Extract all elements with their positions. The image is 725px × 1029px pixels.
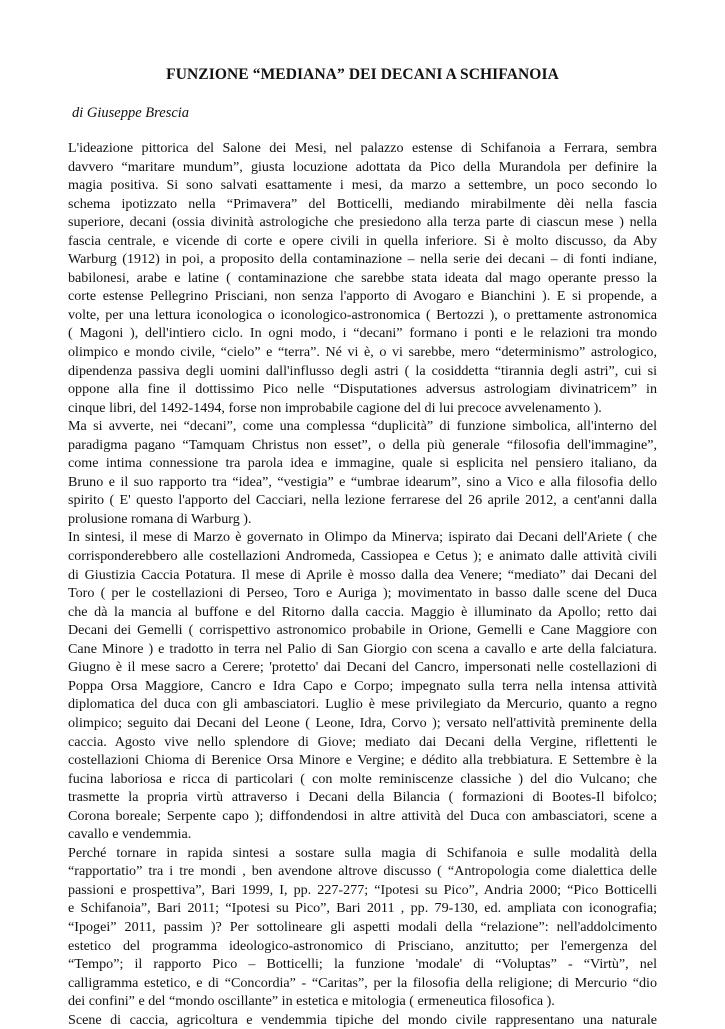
text-line: corrisponderebbero alle costellazioni Andromeda, Cassiopea e Cetus ); e animato dalle attività civili	[68, 548, 657, 565]
text-line: schema ipotizzato nella “Primavera” del Botticelli, mediando mirabilmente dèi nella fascia	[68, 195, 657, 212]
text-line: corte estense Pellegrino Prisciani, non senza l'apporto di Avogaro e Bianchini ). E si propende, a	[68, 288, 657, 305]
text-line: Scene di caccia, agricoltura e vendemmia tipiche del mondo civile rappresentano una naturale	[68, 1011, 657, 1028]
text-line: passioni e prospettiva”, Bari 1999, I, pp. 227-277; “Ipotesi su Pico”, Andria 2000; “Pico Botticelli	[68, 881, 657, 898]
text-line: trasmette la propria virtù attraverso i Decani della Bilancia ( formazioni di Bootes-Il bifolco;	[68, 789, 657, 806]
text-line: ( Magoni ), dell'intiero ciclo. In ogni modo, i “decani” formano i ponti e le relazioni tra mondo	[68, 325, 657, 342]
text-line: Ma si avverte, nei “decani”, come una complessa “duplicità” di funzione simbolica, all'interno del	[68, 418, 657, 435]
text-line: costellazioni Chioma di Berenice Orsa Minore e Vergine; e dédito alla trebbiatura. E Settembre è la	[68, 752, 657, 769]
document-title: FUNZIONE “MEDIANA” DEI DECANI A SCHIFANOIA	[166, 66, 559, 83]
paragraph	[68, 844, 657, 1011]
text-line: Giugno è il mese sacro a Cerere; 'protetto' dai Decani del Cancro, impersonati nelle costellazioni di	[68, 659, 657, 676]
document-body	[68, 139, 657, 1029]
text-line: Bruno e il suo rapporto tra “idea”, “vestigia” e “umbrae idearum”, sino a Vico e alla filosofia dello	[68, 473, 657, 490]
text-line: che dà la mancia al buffone e del Ritorno dalla caccia. Maggio è illuminato da Apollo; retto dai	[68, 603, 657, 620]
text-line: davvero “maritare mundum”, giusta locuzione adottata da Pico della Murandola per definire la	[68, 158, 657, 175]
text-line: dei confini” e del “mondo oscillante” in estetica e mitologia ( ermeneutica filosofica ).	[68, 993, 555, 1010]
text-line: babilonesi, arabe e latine ( contaminazione che sarebbe stata ideata dal mago operante presso la	[68, 269, 657, 286]
text-line: fascia centrale, e vicende di corte e opere civili in quella inferiore. Si è molto discusso, da Aby	[68, 232, 657, 249]
text-line: Poppa Orsa Maggiore, Cancro e Idra Capo e Corpo; impegnato sulla terra nella intensa attività	[68, 677, 657, 694]
text-line: In sintesi, il mese di Marzo è governato in Olimpo da Minerva; ispirato dai Decani dell'Ariete ( che	[68, 529, 657, 546]
text-line: Toro ( per le costellazioni di Perseo, Toro e Auriga ); movimentato in basso dalle scene del Duca	[68, 585, 657, 602]
text-line: magia positiva. Si sono salvati esattamente i mesi, da marzo a settembre, un poco secondo lo	[68, 177, 657, 194]
paragraph	[68, 417, 657, 528]
text-line: caccia. Agosto vive nello splendore di Giove; mediato dai Decani della Vergine, riflettenti le	[68, 733, 657, 750]
text-line: cinque libri, del 1492-1494, forse non improbabile cagione del di lui precoce avvelenamento ).	[68, 399, 602, 416]
text-line: fucina laboriosa e ricca di particolari ( con molte reminiscenze classiche ) del dio Vulcano; che	[68, 770, 657, 787]
text-line: diplomatica del duca con gli ambasciatori. Luglio è mese privilegiato da Mercurio, quanto a regno	[68, 696, 657, 713]
text-line: olimpico; seguito dai Decani del Leone ( Leone, Idra, Corvo ); versato nell'attività preminente della	[68, 714, 657, 731]
paragraph	[68, 139, 657, 417]
text-line: volte, per una lettura iconologica o iconologico-astronomica ( Bertozzi ), o prettamente astronomica	[68, 306, 657, 323]
text-line: Warburg (1912) in poi, a proposito della contaminazione – nella serie dei decani – di fonti indiane,	[68, 251, 657, 268]
document-author: di Giuseppe Brescia	[72, 105, 190, 121]
paragraph	[68, 1011, 657, 1029]
text-line: “Tempo”; il rapporto Pico – Botticelli; la funzione 'modale' di “Voluptas” - “Virtù”, nel	[68, 956, 657, 973]
text-line: Cane Minore ) e tradotto in terra nel Palio di San Giorgio con scena a cavallo e arte della falciatura.	[68, 640, 657, 657]
text-line: dipendenza passiva degli uomini dall'influsso degli astri ( la cosiddetta “tirannia degli astri”, cui si	[68, 362, 657, 379]
text-line: superiore, decani (ossia divinità astrologiche che presiedono alla terza parte di ciascun mese ) nella	[68, 214, 657, 231]
text-line: e Schifanoia”, Bari 2011; “Ipotesi su Pico”, Bari 2011 , pp. 79-130, ed. ampliata con iconografia;	[68, 900, 657, 917]
text-line: spirito ( E' questo l'apporto del Cacciari, nella lezione ferrarese del 26 aprile 2012, a cent'anni dalla	[68, 492, 657, 509]
text-line: cavallo e vendemmia.	[68, 826, 192, 843]
text-line: olimpico e mondo civile, “cielo” e “terra”. Né vi è, o vi sarebbe, mero “determinismo” astrologico,	[68, 344, 657, 361]
text-line: L'ideazione pittorica del Salone dei Mesi, nel palazzo estense di Schifanoia a Ferrara, sembra	[68, 140, 657, 156]
text-line: come intima connessione tra parola idea e immagine, quale si esplicita nel pensiero italiano, da	[68, 455, 657, 472]
text-line: di Giustizia Caccia Potatura. Il mese di Aprile è mosso dalla dea Venere; “mediato” dai Decani del	[68, 566, 657, 583]
text-line: estetico del programma ideologico-astronomico di Prisciano, anzitutto; per l'emergenza del	[68, 937, 657, 954]
text-line: paradigma pagano “Tamquam Christus non esset”, o della più generale “filosofia dell'immagine”,	[68, 436, 657, 453]
text-line: prolusione romana di Warburg ).	[68, 510, 252, 527]
text-line: calligramma estetico, e di “Concordia” - “Caritas”, per la filosofia della religione; di Mercurio “dio	[68, 974, 657, 991]
text-line: Corona boreale; Serpente capo ); diffondendosi in altre attività del Duca con ambasciatori, scene a	[68, 807, 657, 824]
text-line: “rapportatio” tra i tre mondi , ben avendone altrove discusso ( “Antropologia come dialettica delle	[68, 863, 657, 880]
text-line: “Ipogei” 2011, passim )? Per sottolineare gli aspetti modali della “relazione”: nell'addolcimento	[68, 918, 657, 935]
text-line: oppone alla fine il dottissimo Pico nelle “Disputationes adversus astrologiam divinatricem” in	[68, 381, 657, 398]
text-line: Decani dei Gemelli ( corrispettivo astronomico probabile in Orione, Gemelli e Cane Maggiore con	[68, 622, 657, 639]
paragraph	[68, 528, 657, 843]
text-line: Perché tornare in rapida sintesi a sostare sulla magia di Schifanoia e sulle modalità della	[68, 844, 657, 861]
